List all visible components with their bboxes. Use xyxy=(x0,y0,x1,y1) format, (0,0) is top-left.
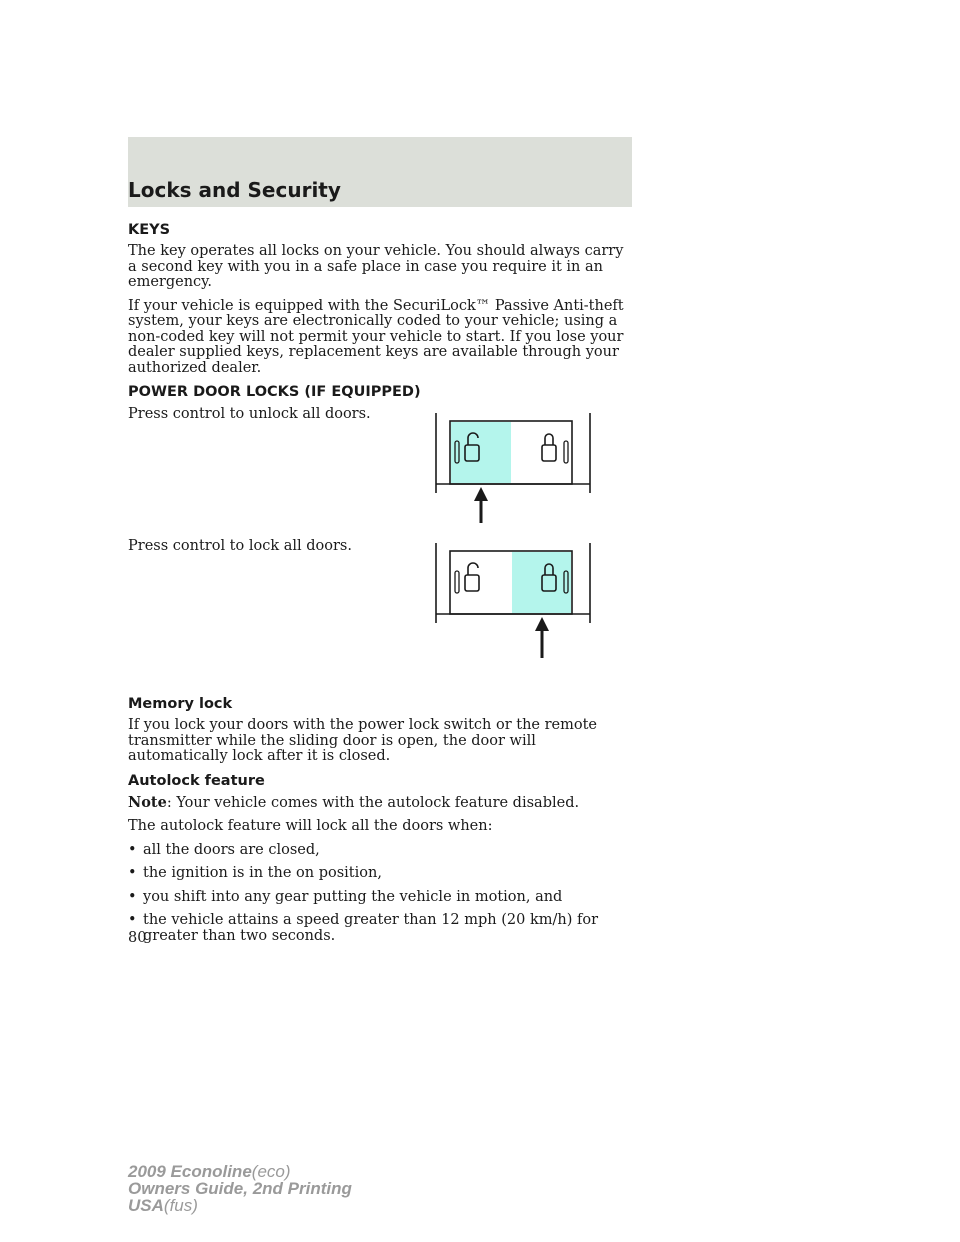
unlock-switch-diagram xyxy=(434,411,594,526)
list-item: • you shift into any gear putting the vehicle in motion, and xyxy=(128,888,563,905)
autolock-intro: The autolock feature will lock all the doors when: xyxy=(128,818,493,834)
power-door-locks-figures xyxy=(128,406,633,696)
note-label: Note xyxy=(128,793,167,811)
unlock-instruction: Press control to unlock all doors. xyxy=(128,406,371,422)
footer-market-code: (fus) xyxy=(163,1196,198,1215)
power-door-locks-heading: POWER DOOR LOCKS (IF EQUIPPED) xyxy=(128,384,421,400)
footer-model-code: (eco) xyxy=(251,1162,291,1181)
list-item: • all the doors are closed, xyxy=(128,841,320,858)
keys-heading: KEYS xyxy=(128,222,171,238)
list-item: • the ignition is in the on position, xyxy=(128,865,382,881)
page-number: 80 xyxy=(128,930,147,946)
keys-paragraph-1: The key operates all locks on your vehicle. You should always carry a second key with you in a safe place in case you require it in an emergency. xyxy=(128,243,624,290)
footer-edition: Owners Guide, 2nd Printing xyxy=(128,1179,352,1198)
document-footer xyxy=(128,1163,352,1214)
unlocked-padlock-icon xyxy=(465,563,479,591)
autolock-note xyxy=(128,795,633,812)
lock-pointer-arrow xyxy=(535,617,549,658)
list-item: • the vehicle attains a speed greater than 12 mph (20 km/h) for greater than two seconds. xyxy=(128,912,599,944)
footer-model: 2009 Econoline xyxy=(128,1162,252,1181)
memory-lock-heading: Memory lock xyxy=(128,696,233,712)
lock-instruction: Press control to lock all doors. xyxy=(128,538,352,554)
locked-padlock-icon xyxy=(542,434,556,461)
unlock-highlight xyxy=(451,422,511,483)
lock-switch-diagram xyxy=(434,541,594,661)
page-content xyxy=(128,222,633,952)
memory-lock-paragraph: If you lock your doors with the power lock switch or the remote transmitter while the sliding door is open, the door will automatically lock after it is closed. xyxy=(128,717,597,764)
footer-market: USA xyxy=(128,1196,164,1215)
autolock-heading: Autolock feature xyxy=(128,772,265,789)
note-text: : Your vehicle comes with the autolock feature disabled. xyxy=(166,794,580,811)
autolock-conditions-list xyxy=(128,843,633,945)
section-title: Locks and Security xyxy=(128,178,341,202)
unlock-pointer-arrow xyxy=(474,487,488,523)
keys-paragraph-2: If your vehicle is equipped with the SecuriLock™ Passive Anti-theft system, your keys are electronically coded to your vehicle; using a non-coded key will not permit your vehicle to start. If you lose your dealer supplied keys, replacement keys are available through your authorized dealer. xyxy=(128,297,624,376)
